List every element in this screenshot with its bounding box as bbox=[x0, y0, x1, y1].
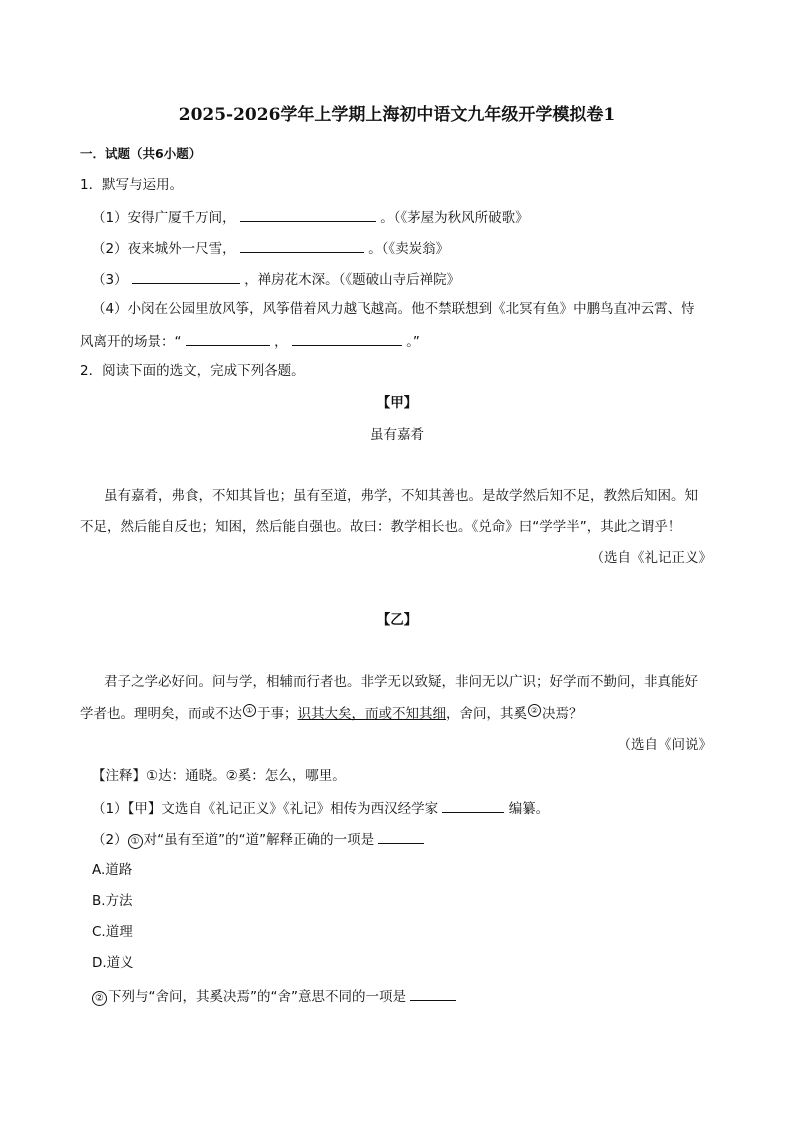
underlined-sentence: 识其大矣，而或不知其细 bbox=[297, 706, 446, 722]
answer-blank[interactable] bbox=[410, 986, 456, 1001]
passage-jia-label: 【甲】 bbox=[376, 395, 418, 411]
passage-yi-text-c: ，舍问，其奚 bbox=[446, 706, 527, 722]
answer-blank[interactable] bbox=[240, 207, 376, 222]
sub-question-1 bbox=[92, 798, 549, 818]
passage-jia-source: （选自《礼记正义》 bbox=[590, 550, 712, 566]
q1-item-1-prefix: （1）安得广厦千万间， bbox=[92, 210, 236, 226]
q1-item-4-line2 bbox=[80, 331, 420, 351]
q1-item-4-prefix: 风离开的场景：“ bbox=[80, 334, 182, 350]
option-d[interactable]: D.道义 bbox=[92, 955, 134, 971]
q1-item-4-line1: （4）小闵在公园里放风筝，风筝借着风力越飞越高。他不禁联想到《北冥有鱼》中鹏鸟直冲云霄、恃 bbox=[92, 301, 695, 317]
passage-yi-source: （选自《问说》 bbox=[617, 737, 712, 753]
answer-blank[interactable] bbox=[240, 238, 364, 253]
q1-item-2-suffix: 。（《卖炭翁》 bbox=[368, 241, 450, 257]
option-a[interactable]: A.道路 bbox=[92, 862, 133, 878]
passage-jia-heading: 虽有嘉肴 bbox=[370, 427, 424, 443]
sub-question-3 bbox=[92, 986, 456, 1006]
q1-item-1 bbox=[92, 207, 529, 227]
passage-yi-text-d: 决焉？ bbox=[542, 706, 583, 722]
answer-blank[interactable] bbox=[186, 331, 270, 346]
sub-question-2-prefix: （2） bbox=[92, 832, 128, 848]
sub-question-1-prefix: （1）【甲】文选自《礼记正义》《礼记》相传为西汉经学家 bbox=[92, 801, 439, 817]
passage-yi-text-a: 学者也。理明矣，而或不达 bbox=[80, 706, 242, 722]
passage-yi-line-1: 君子之学必好问。问与学，相辅而行者也。非学无以致疑，非问无以广识；好学而不勤问，非真能好 bbox=[104, 674, 698, 690]
q1-item-4-comma: ， bbox=[274, 334, 288, 350]
note-2-marker: ② bbox=[528, 704, 541, 717]
annotation-notes: 【注释】①达：通晓。②奚：怎么，哪里。 bbox=[92, 768, 346, 784]
passage-yi-label: 【乙】 bbox=[376, 612, 418, 628]
sub-question-2-text: 对“虽有至道”的“道”解释正确的一项是 bbox=[143, 832, 375, 848]
q1-item-1-suffix: 。（《茅屋为秋风所破歌》 bbox=[380, 210, 529, 226]
passage-yi-text-b: 于事； bbox=[257, 706, 298, 722]
answer-blank[interactable] bbox=[378, 829, 424, 844]
option-b[interactable]: B.方法 bbox=[92, 893, 133, 909]
option-c[interactable]: C.道理 bbox=[92, 924, 133, 940]
circled-number-2: ② bbox=[92, 991, 107, 1006]
q1-item-2 bbox=[92, 238, 449, 258]
sub-question-1-suffix: 编纂。 bbox=[508, 801, 550, 817]
page-title: 2025-2026学年上学期上海初中语文九年级开学模拟卷1 bbox=[178, 105, 616, 125]
q1-item-3-suffix: ，禅房花木深。（《题破山寺后禅院》 bbox=[244, 272, 461, 288]
answer-blank[interactable] bbox=[132, 269, 240, 284]
circled-number-1: ① bbox=[128, 834, 143, 849]
sub-question-2 bbox=[92, 829, 424, 849]
q1-item-2-prefix: （2）夜来城外一尺雪， bbox=[92, 241, 236, 257]
question-2-stem: 2．阅读下面的选文，完成下列各题。 bbox=[80, 363, 305, 379]
q1-item-3 bbox=[92, 269, 460, 289]
q1-item-4-end: 。” bbox=[406, 334, 420, 350]
passage-jia-line-1: 虽有嘉肴，弗食，不知其旨也；虽有至道，弗学，不知其善也。是故学然后知不足，教然后知困。知 bbox=[104, 488, 698, 504]
passage-yi-line-2 bbox=[80, 704, 583, 723]
answer-blank[interactable] bbox=[292, 331, 402, 346]
passage-jia-line-2: 不足，然后能自反也；知困，然后能自强也。故曰：教学相长也。《兑命》曰“学学半”，其此之谓乎！ bbox=[80, 519, 682, 535]
answer-blank[interactable] bbox=[442, 798, 504, 813]
section-heading: 一．试题（共6小题） bbox=[80, 146, 202, 161]
question-1-stem: 1．默写与运用。 bbox=[80, 177, 184, 193]
note-1-marker: ① bbox=[243, 704, 256, 717]
sub-question-3-text: 下列与“舍问，其奚决焉”的“舍”意思不同的一项是 bbox=[108, 989, 406, 1005]
q1-item-3-prefix: （3） bbox=[92, 272, 128, 288]
